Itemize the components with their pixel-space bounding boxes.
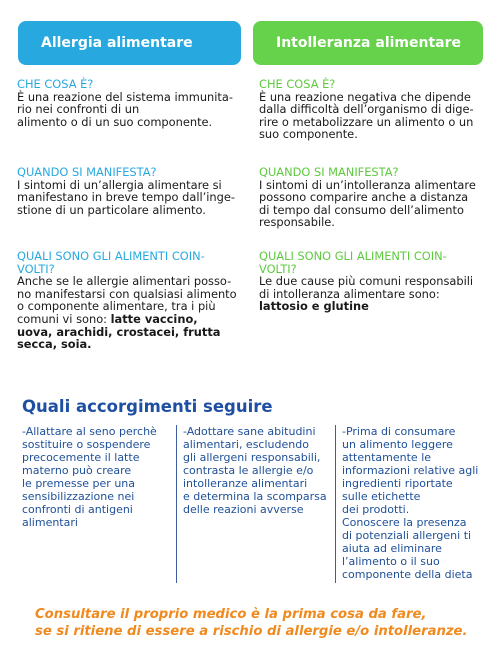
allergy-foods-answer: Anche se le allergie alimentari posso- no manifestarsi con qualsiasi alimento o componente alimentare, tra i più comuni vi sono: bbox=[17, 274, 237, 326]
allergy-what-question: CHE COSA È? bbox=[17, 77, 94, 91]
intolerance-header bbox=[253, 21, 483, 65]
intolerance-when-question: QUANDO SI MANIFESTA? bbox=[259, 165, 399, 179]
intolerance-when-section bbox=[259, 166, 491, 229]
intolerance-header-label: Intolleranza alimentare bbox=[276, 35, 462, 51]
allergy-when-question: QUANDO SI MANIFESTA? bbox=[17, 165, 157, 179]
intolerance-foods-section bbox=[259, 250, 491, 313]
intolerance-foods-list: lattosio e glutine bbox=[259, 299, 369, 314]
intolerance-what-question: CHE COSA È? bbox=[259, 77, 336, 91]
footer-note: Consultare il proprio medico è la prima cosa da fare, se si ritiene di essere a rischio di allergie e/o intolleranze. bbox=[35, 607, 468, 639]
intolerance-what-answer: È una reazione negativa che dipende dalla difficoltà dell’organismo di dige- rire o metabolizzare un alimento o un suo componente. bbox=[259, 89, 474, 142]
allergy-foods-list: latte vaccino, uova, arachidi, crostacei, frutta secca, soia. bbox=[17, 311, 221, 352]
intolerance-foods-question: QUALI SONO GLI ALIMENTI COIN- VOLTI? bbox=[259, 249, 447, 276]
allergy-header-label: Allergia alimentare bbox=[41, 35, 193, 51]
intolerance-what-section bbox=[259, 78, 491, 141]
tip-breastfeeding: -Allattare al seno perchè sostituire o sospendere precocemente il latte materno può creare le premesse per una sensibilizzazione nei confronti di antigeni alimentari bbox=[22, 425, 157, 529]
allergy-what-answer: È una reazione del sistema immunita- rio nei confronti di un alimento o di un suo componente. bbox=[17, 89, 233, 129]
allergy-when-answer: I sintomi di un’allergia alimentare si manifestano in breve tempo dall’inge- stione di un particolare alimento. bbox=[17, 177, 235, 217]
allergy-foods-question: QUALI SONO GLI ALIMENTI COIN- VOLTI? bbox=[17, 249, 205, 276]
allergy-when-section bbox=[17, 166, 245, 216]
intolerance-foods-answer: Le due cause più comuni responsabili di intolleranza alimentare sono: bbox=[259, 274, 474, 301]
tip-healthy-habits: -Adottare sane abitudini alimentari, escludendo gli allergeni responsabili, contrasta le allergie e/o intolleranze alimentari e determina la scomparsa delle reazioni avverse bbox=[176, 425, 328, 583]
tip-read-labels: -Prima di consumare un alimento leggere attentamente le informazioni relative agli ingredienti riportate sulle etichette dei prodotti. Conoscere la presenza di potenziali allergeni ti aiuta ad eliminare l’alimento o il suo componente della dieta bbox=[335, 425, 485, 583]
intolerance-when-answer: I sintomi di un’intolleranza alimentare possono comparire anche a distanza di tempo dal consumo dell’alimento responsabile. bbox=[259, 177, 476, 230]
allergy-foods-section bbox=[17, 250, 245, 351]
allergy-header bbox=[18, 21, 241, 65]
allergy-what-section bbox=[17, 78, 245, 128]
tips-title: Quali accorgimenti seguire bbox=[22, 397, 273, 416]
